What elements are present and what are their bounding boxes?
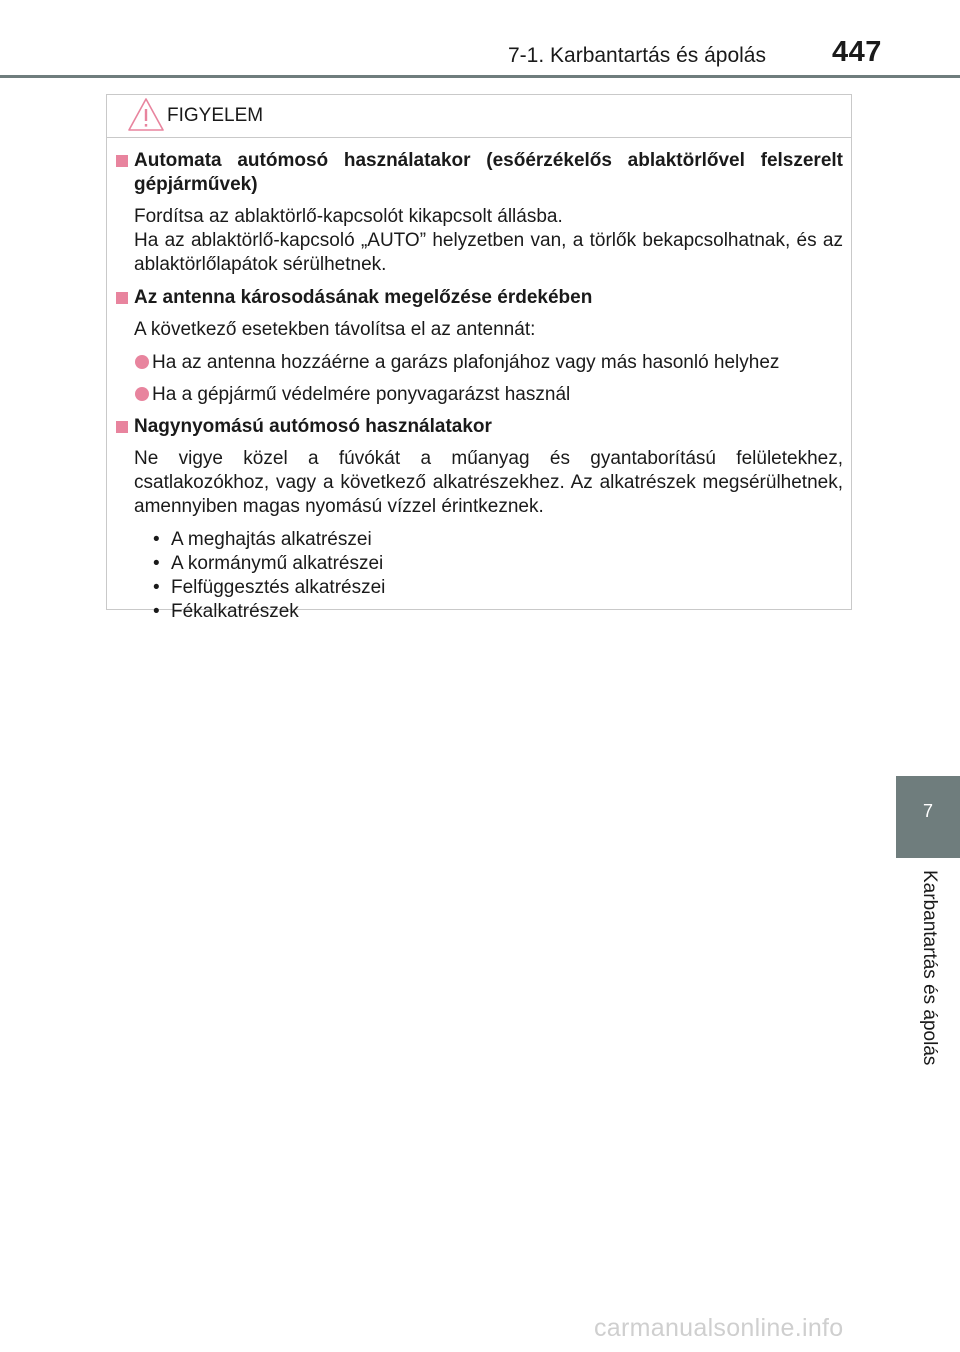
warning-title-bar [107, 95, 851, 138]
bullet-icon: • [153, 577, 160, 598]
chapter-number: 7 [922, 801, 933, 821]
section-paragraph [115, 205, 843, 277]
section-heading-text: Az antenna károsodásának megelőzése érdekében [134, 287, 593, 308]
section-heading-text: Automata autómosó használatakor (esőérzékelős ablaktörlővel felszerelt gépjárművek) [134, 150, 843, 195]
section-paragraph: Ne vigye közel a fúvókát a műanyag és gyantaborítású felületekhez, csatlakozókhoz, vagy a következő alkatrészekhez. Az alkatrészek megsérülhetnek, amennyiben magas nyomású vízzel érintkeznek. [134, 448, 843, 517]
chapter-side-label: Karbantartás és ápolás [919, 870, 940, 1066]
square-bullet-icon [116, 292, 128, 304]
section-heading [115, 149, 843, 197]
watermark: carmanualsonline.info [594, 1314, 844, 1342]
list-item-text: Ha a gépjármű védelmére ponyvagarázst használ [152, 384, 571, 405]
warning-title: FIGYELEM [167, 105, 264, 126]
section-paragraph: A következő esetekben távolítsa el az antennát: [134, 319, 536, 340]
list-item [153, 552, 843, 576]
section-heading [115, 415, 843, 439]
list-item [153, 576, 843, 600]
list-item-text: Felfüggesztés alkatrészei [171, 577, 386, 598]
dot-bullet-icon [135, 355, 149, 369]
dot-bullet-icon [135, 387, 149, 401]
square-bullet-icon [116, 155, 128, 167]
warning-triangle-icon [127, 97, 165, 133]
chapter-tab [896, 776, 960, 858]
list-item [153, 600, 843, 624]
list-item [153, 528, 843, 552]
list-item-text: Ha az antenna hozzáérne a garázs plafonjához vagy más hasonló helyhez [152, 352, 780, 373]
warning-content [115, 149, 843, 624]
header-divider [0, 75, 960, 78]
bullet-icon: • [153, 529, 160, 550]
parts-list [115, 528, 843, 624]
list-item [115, 351, 843, 375]
warning-box [106, 94, 852, 622]
bullet-icon: • [153, 553, 160, 574]
bullet-icon: • [153, 601, 160, 622]
section-heading [115, 286, 843, 310]
running-header-section: 7-1. Karbantartás és ápolás [508, 44, 766, 67]
list-item [115, 383, 843, 407]
section-heading-text: Nagynyomású autómosó használatakor [134, 416, 492, 437]
paragraph-line: Fordítsa az ablaktörlő-kapcsolót kikapcsolt állásba. [134, 206, 563, 227]
list-item-text: A kormánymű alkatrészei [171, 553, 384, 574]
paragraph-line: Ha az ablaktörlő-kapcsoló „AUTO” helyzetben van, a törlők bekapcsolhatnak, és az ablaktörlőlapátok sérülhetnek. [134, 230, 843, 275]
list-item-text: A meghajtás alkatrészei [171, 529, 372, 550]
list-item-text: Fékalkatrészek [171, 601, 299, 622]
page-number: 447 [832, 36, 882, 68]
square-bullet-icon [116, 421, 128, 433]
